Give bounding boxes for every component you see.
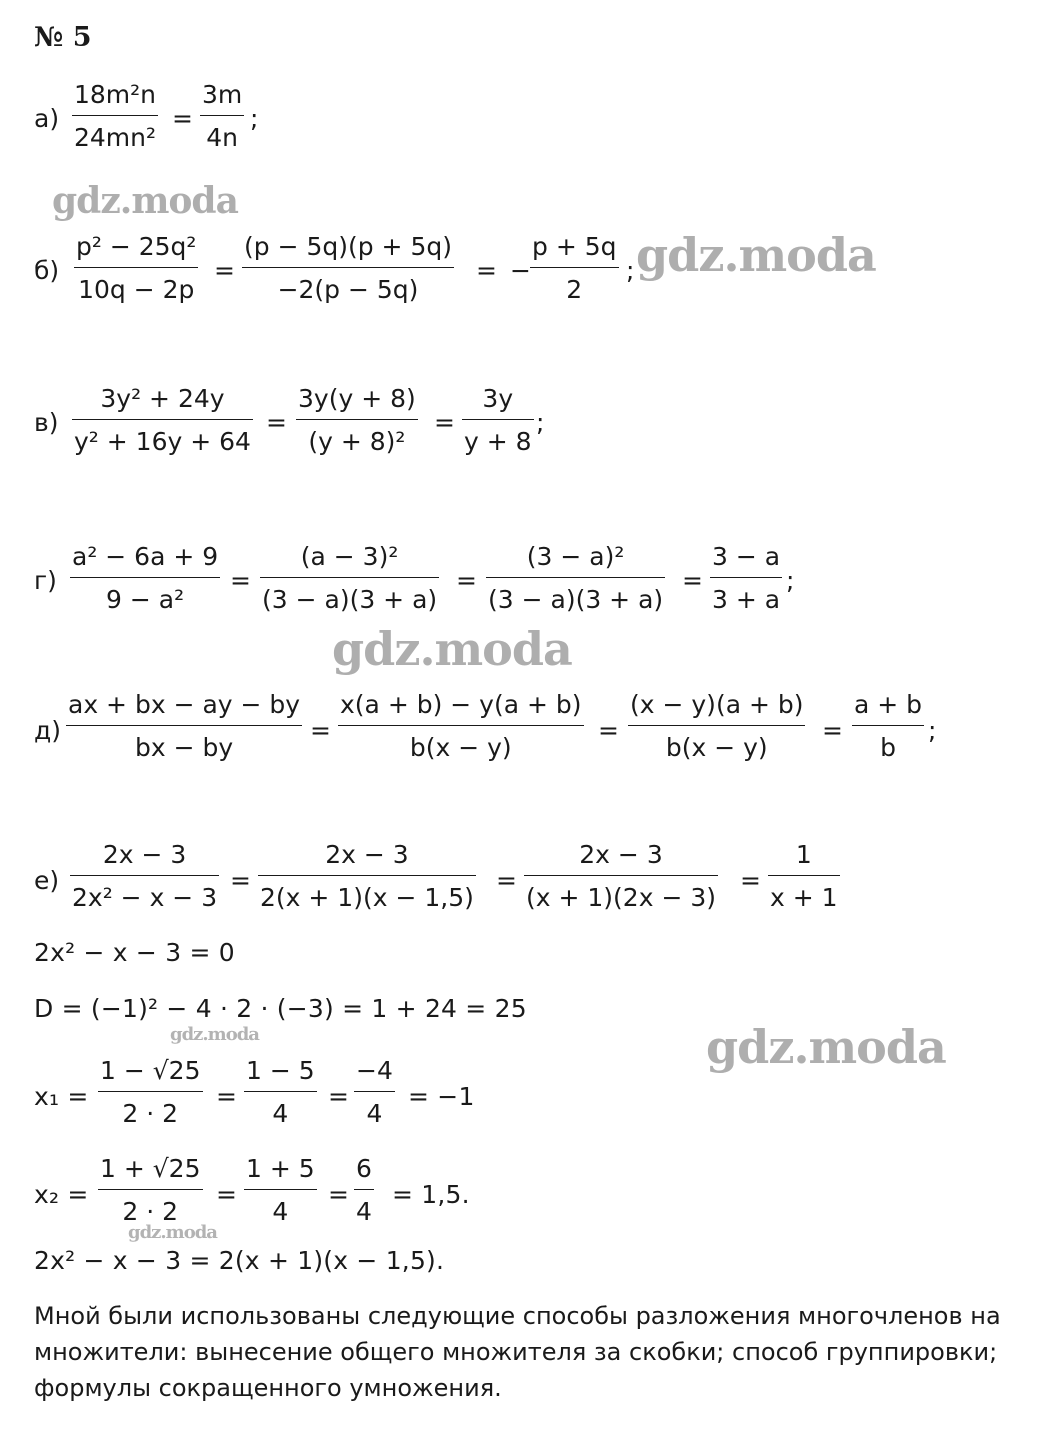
denominator: x + 1 — [770, 883, 838, 912]
numerator: (x − y)(a + b) — [630, 690, 804, 719]
numerator: p² − 25q² — [76, 232, 197, 261]
fraction — [486, 544, 665, 612]
denominator: 2 · 2 — [122, 1197, 179, 1226]
fraction — [244, 1058, 317, 1126]
watermark: gdz.moda — [52, 180, 238, 222]
semicolon: ; — [536, 408, 545, 437]
fraction — [710, 544, 782, 612]
numerator: (3 − a)² — [526, 542, 625, 571]
denominator: 4n — [206, 123, 239, 152]
numerator: 3y(y + 8) — [298, 384, 416, 413]
watermark: gdz.moda — [170, 1024, 259, 1045]
denominator: 4 — [356, 1197, 372, 1226]
label-a: а) — [34, 104, 60, 133]
denominator: (3 − a)(3 + a) — [488, 585, 664, 614]
semicolon: ; — [928, 716, 937, 745]
factored-form: 2x² − x − 3 = 2(x + 1)(x − 1,5). — [34, 1246, 445, 1275]
fraction — [628, 692, 805, 760]
numerator: 1 − √25 — [100, 1056, 201, 1085]
fraction — [242, 234, 454, 302]
fraction — [530, 234, 619, 302]
x2-lhs: x₂ = — [34, 1180, 89, 1209]
label-b: б) — [34, 256, 60, 285]
numerator: 3y² + 24y — [100, 384, 225, 413]
denominator: 2(x + 1)(x − 1,5) — [260, 883, 474, 912]
denominator: (3 − a)(3 + a) — [262, 585, 438, 614]
denominator: y² + 16y + 64 — [74, 427, 251, 456]
label-d: д) — [34, 716, 62, 745]
watermark: gdz.moda — [706, 1020, 946, 1074]
fraction — [354, 1156, 374, 1224]
denominator: 2x² − x − 3 — [72, 883, 218, 912]
problem-title: № 5 — [34, 22, 92, 53]
semicolon: ; — [626, 256, 635, 285]
numerator: a² − 6a + 9 — [72, 542, 219, 571]
fraction — [462, 386, 534, 454]
numerator: 2x − 3 — [579, 840, 663, 869]
numerator: −4 — [356, 1056, 393, 1085]
numerator: 1 − 5 — [246, 1056, 315, 1085]
quadratic-equation: 2x² − x − 3 = 0 — [34, 938, 235, 967]
denominator: 24mn² — [74, 123, 157, 152]
x2-result: = 1,5. — [392, 1180, 470, 1209]
fraction — [66, 692, 302, 760]
fraction — [70, 544, 220, 612]
discriminant: D = (−1)² − 4 · 2 · (−3) = 1 + 24 = 25 — [34, 994, 527, 1023]
denominator: 4 — [272, 1099, 289, 1128]
watermark: gdz.moda — [636, 228, 876, 282]
numerator: ax + bx − ay − by — [68, 690, 301, 719]
denominator: bx − by — [134, 733, 234, 762]
denominator: −2(p − 5q) — [277, 275, 419, 304]
x1-lhs: x₁ = — [34, 1082, 89, 1111]
numerator: x(a + b) − y(a + b) — [340, 690, 582, 719]
fraction — [354, 1058, 395, 1126]
numerator: 18m²n — [74, 80, 157, 109]
numerator: 2x − 3 — [325, 840, 409, 869]
semicolon: ; — [250, 104, 259, 133]
numerator: 2x − 3 — [102, 840, 187, 869]
fraction — [200, 82, 244, 150]
conclusion-text: Мной были использованы следующие способы разложения многочленов на множители: вынесение общего множителя за скобки; способ группировки; формулы сокращенного умножения. — [34, 1302, 1001, 1402]
label-g: г) — [34, 566, 57, 595]
denominator: (x + 1)(2x − 3) — [526, 883, 717, 912]
denominator: 9 − a² — [106, 585, 185, 614]
denominator: 4 — [366, 1099, 383, 1128]
numerator: 3m — [202, 80, 243, 109]
fraction — [98, 1058, 203, 1126]
label-e: е) — [34, 866, 60, 895]
denominator: b — [880, 733, 896, 762]
denominator: y + 8 — [464, 427, 532, 456]
numerator: 1 + √25 — [100, 1154, 201, 1183]
denominator: b(x − y) — [409, 733, 512, 762]
fraction — [258, 842, 476, 910]
denominator: 2 — [566, 275, 583, 304]
denominator: 10q − 2p — [78, 275, 195, 304]
fraction — [524, 842, 718, 910]
numerator: (p − 5q)(p + 5q) — [244, 232, 452, 261]
x1-result: = −1 — [408, 1082, 475, 1111]
semicolon: ; — [786, 566, 795, 595]
denominator: 2 · 2 — [122, 1099, 179, 1128]
denominator: 4 — [272, 1197, 289, 1226]
numerator: 3y — [482, 384, 514, 413]
fraction — [852, 692, 924, 760]
numerator: 1 — [795, 840, 812, 869]
numerator: 1 + 5 — [246, 1154, 315, 1183]
fraction — [768, 842, 840, 910]
numerator: p + 5q — [532, 232, 617, 261]
numerator: 6 — [356, 1154, 372, 1183]
fraction — [70, 842, 219, 910]
fraction — [338, 692, 584, 760]
fraction — [74, 234, 198, 302]
fraction — [72, 82, 158, 150]
numerator: (a − 3)² — [300, 542, 399, 571]
denominator: 3 + a — [712, 585, 781, 614]
label-v: в) — [34, 408, 59, 437]
numerator: 3 − a — [712, 542, 781, 571]
fraction — [244, 1156, 317, 1224]
denominator: (y + 8)² — [308, 427, 406, 456]
denominator: b(x − y) — [665, 733, 768, 762]
watermark: gdz.moda — [332, 622, 572, 676]
watermark: gdz.moda — [128, 1222, 217, 1243]
fraction — [98, 1156, 203, 1224]
numerator: a + b — [854, 690, 923, 719]
fraction — [296, 386, 418, 454]
minus-sign: − — [510, 256, 531, 285]
fraction — [72, 386, 253, 454]
fraction — [260, 544, 439, 612]
